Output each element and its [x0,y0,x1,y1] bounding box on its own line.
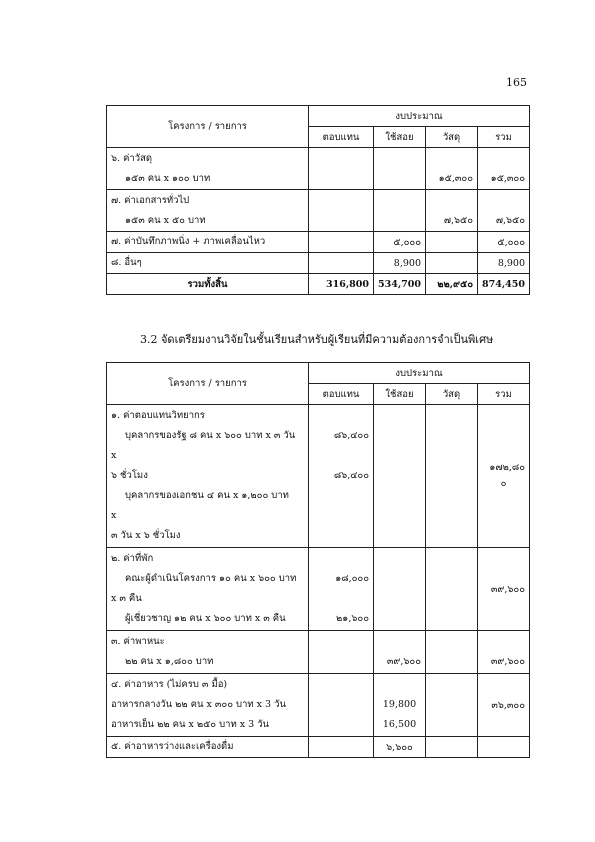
cell-expense: ๓๙,๖๐๐ [374,631,426,674]
header-project: โครงการ / รายการ [107,106,309,148]
row-detail: อาหารเย็น ๒๒ คน x ๒๕๐ บาท x 3 วัน [111,719,270,730]
cell-compensation [309,232,374,253]
cell-compensation [309,190,374,232]
cell-total: ๕,๐๐๐ [478,232,530,253]
column-header: ใช้สอย [374,127,426,148]
table-row [107,737,530,758]
cell-total: ๓๖,๓๐๐ [478,674,530,737]
cell-material [426,631,478,674]
cell-total: 8,900 [478,253,530,274]
cell-expense: 8,900 [374,253,426,274]
cell-compensation: ๘๖,๔๐๐ [333,430,369,441]
cell-total: ๑๕,๓๐๐ [478,148,530,190]
table-row [107,148,530,190]
header-budget: งบประมาณ [309,363,530,384]
row-title: ๗. ค่าเอกสารทั่วไป [111,194,190,206]
cell-compensation [309,631,374,674]
row-title: ๕. ค่าอาหารว่างและเครื่องดื่ม [107,737,309,758]
column-header: ใช้สอย [374,384,426,405]
column-header: รวม [478,384,530,405]
header-project: โครงการ / รายการ [107,363,309,405]
cell-material [426,674,478,737]
column-header: รวม [478,127,530,148]
row-title: ๖. ค่าวัสดุ [111,152,153,164]
cell-total-continuation: ๐ [500,478,507,489]
section-heading: 3.2 จัดเตรียมงานวิจัยในชั้นเรียนสำหรับผู้เรียนที่มีความต้องการจำเป็นพิเศษ [140,333,494,346]
cell-material: ๑๕,๓๐๐ [426,148,478,190]
cell-expense: 16,500 [382,719,417,730]
column-header: ตอบแทน [309,384,374,405]
row-detail: อาหารกลางวัน ๒๒ คน x ๓๐๐ บาท x 3 วัน [111,699,286,710]
table-row [107,253,530,274]
table-row [107,232,530,253]
cell-compensation [309,674,374,737]
total-grand: 874,450 [478,274,530,295]
row-title: ๔. ค่าอาหาร (ไม่ครบ ๓ มื้อ) [111,679,228,690]
cell-material [426,232,478,253]
page-number: 165 [506,76,527,89]
cell-expense [374,405,426,548]
cell-material [426,253,478,274]
total-row [107,274,530,295]
column-header: วัสดุ [426,384,478,405]
row-title: ๒. ค่าที่พัก [111,553,154,564]
budget-table-1 [106,105,530,295]
column-header: วัสดุ [426,127,478,148]
cell-compensation: ๒๑,๖๐๐ [336,613,369,624]
row-detail: บุคลากรของเอกชน ๔ คน x ๑,๒๐๐ บาท [125,490,289,501]
row-title: ๑. ค่าตอบแทนวิทยากร [111,410,205,421]
cell-compensation [309,737,374,758]
row-detail: ๓ วัน x ๖ ชั่วโมง [111,530,181,541]
row-detail: x ๓ คืน [111,593,142,604]
total-compensation: 316,800 [309,274,374,295]
cell-material [426,737,478,758]
cell-expense [374,190,426,232]
table-row [107,674,530,737]
row-detail: ผู้เชี่ยวชาญ ๑๒ คน x ๖๐๐ บาท x ๓ คืน [125,613,286,624]
cell-expense [374,148,426,190]
row-detail: คณะผู้ดำเนินโครงการ ๑๐ คน x ๖๐๐ บาท [125,573,297,584]
row-title: ๘. อื่นๆ [107,253,309,274]
cell-material: ๗,๖๕๐ [426,190,478,232]
cell-total: ๑๗๒,๘๐ [489,462,526,473]
cell-total: ๓๙,๖๐๐ [478,548,530,631]
cell-expense: ๕,๐๐๐ [374,232,426,253]
row-detail: ๒๒ คน x ๑,๘๐๐ บาท [125,656,214,667]
cell-expense [374,548,426,631]
budget-table-2 [106,362,530,758]
row-detail: ๑๕๓ คน x ๑๐๐ บาท [125,172,211,184]
row-detail: x [111,510,117,521]
table-row [107,631,530,674]
cell-total [478,737,530,758]
cell-compensation [309,148,374,190]
row-detail: ๑๕๓ คน x ๕๐ บาท [125,214,206,226]
row-title: ๓. ค่าพาหนะ [111,636,165,647]
row-detail: x [111,450,117,461]
cell-compensation: ๑๘,๐๐๐ [335,573,369,584]
row-title: ๗. ค่าบันทึกภาพนิ่ง + ภาพเคลื่อนไหว [107,232,309,253]
cell-total: ๓๙,๖๐๐ [478,631,530,674]
table-row [107,548,530,631]
table-row [107,405,530,548]
cell-compensation: ๘๖,๔๐๐ [333,470,369,481]
cell-material [426,405,478,548]
total-label: รวมทั้งสิ้น [107,274,309,295]
row-detail: ๖ ชั่วโมง [111,470,148,481]
column-header: ตอบแทน [309,127,374,148]
cell-material [426,548,478,631]
table-row [107,190,530,232]
header-budget: งบประมาณ [309,106,530,127]
row-detail: บุคลากรของรัฐ ๘ คน x ๖๐๐ บาท x ๓ วัน [125,430,296,441]
cell-compensation [309,253,374,274]
cell-expense: 19,800 [382,699,417,710]
total-material: ๒๒,๙๕๐ [426,274,478,295]
cell-expense: ๖,๖๐๐ [374,737,426,758]
total-expense: 534,700 [374,274,426,295]
cell-total: ๗,๖๕๐ [478,190,530,232]
